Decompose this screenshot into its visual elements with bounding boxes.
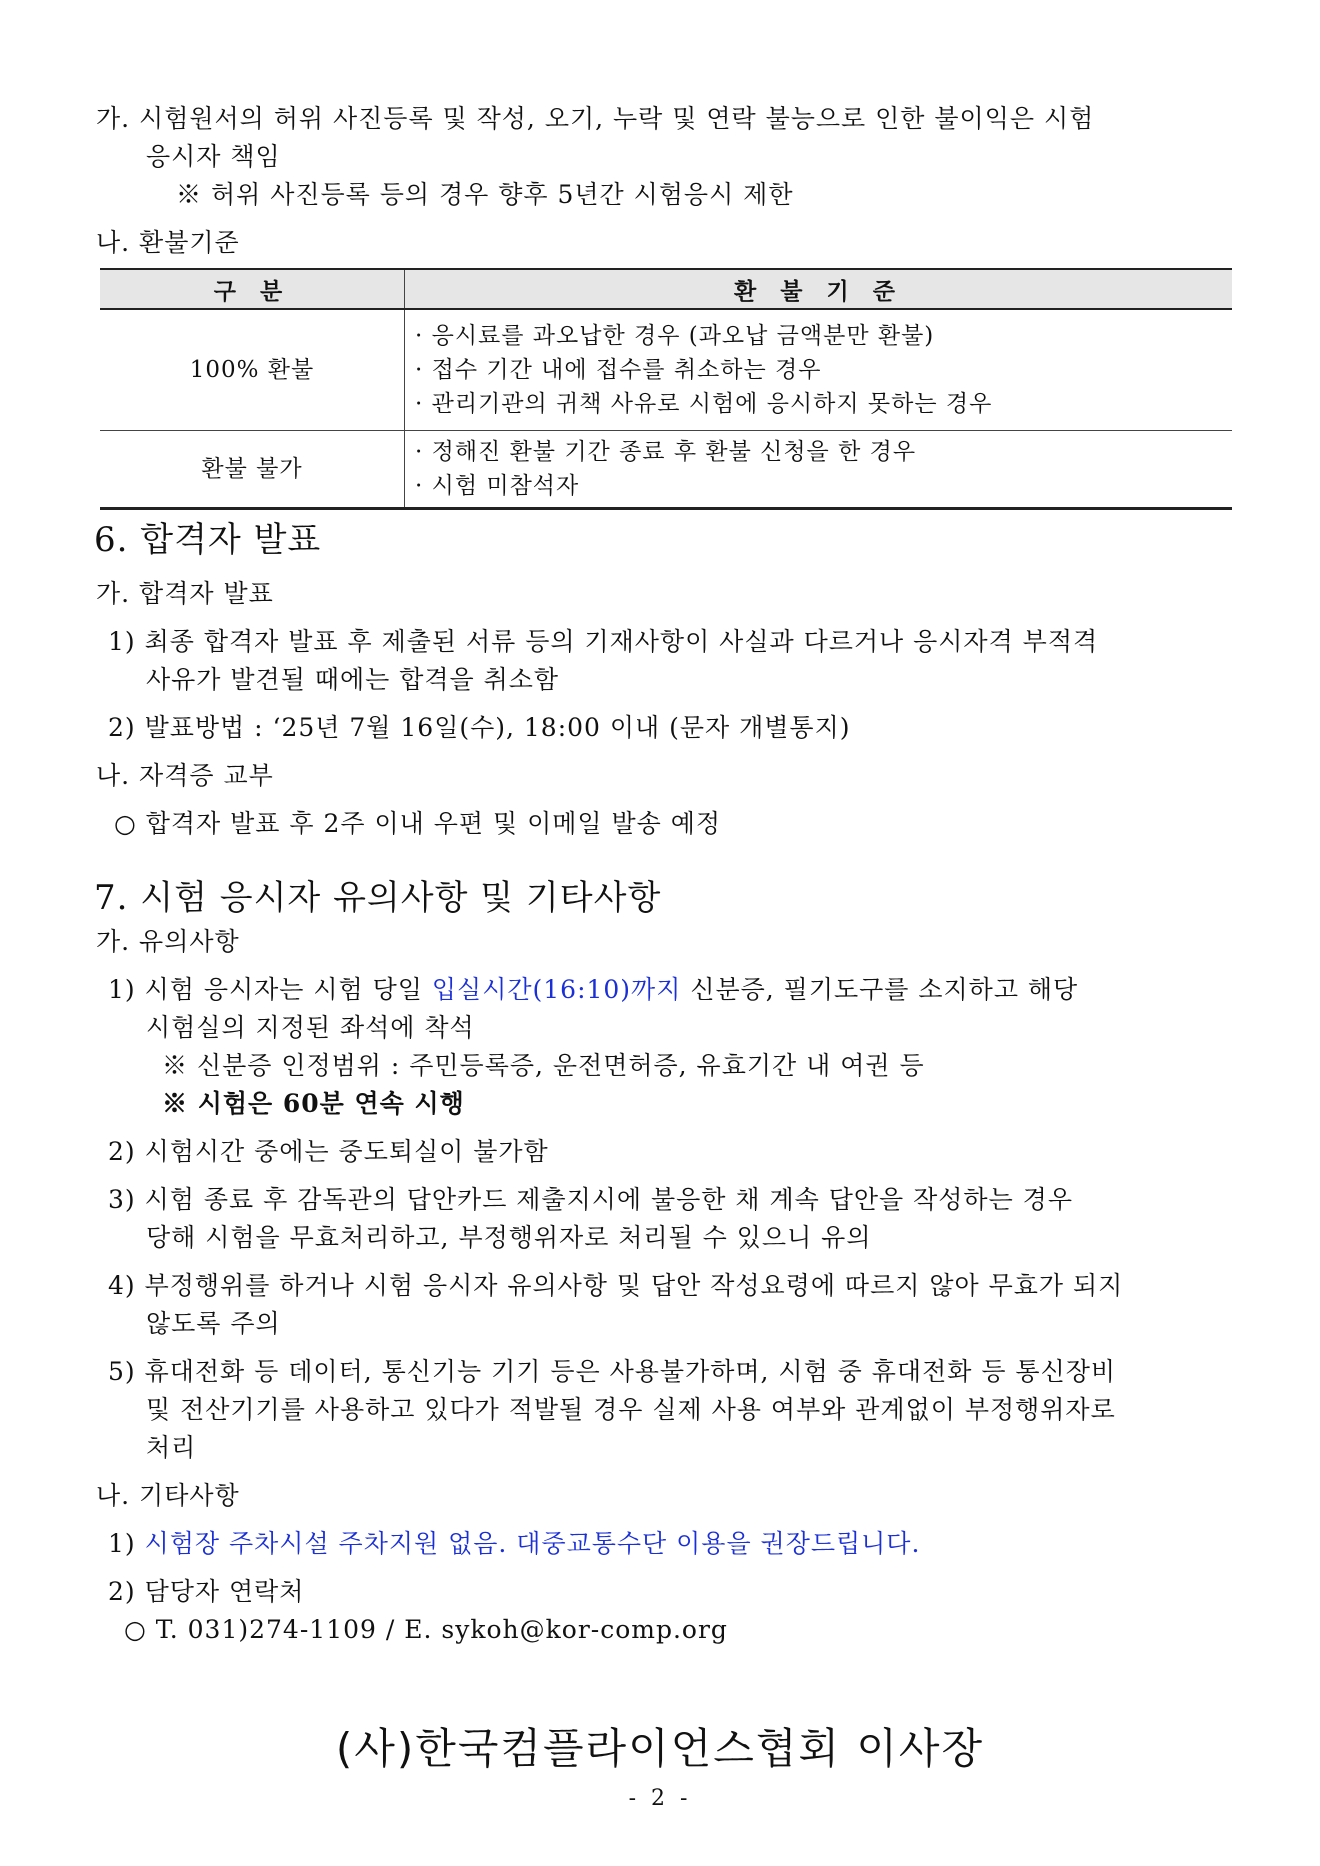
s6-item1-line1: 1) 최종 합격자 발표 후 제출된 서류 등의 기재사항이 사실과 다르거나 응시자격 부적격 <box>108 627 1099 656</box>
s7-etc-item2: 2) 담당자 연락처 <box>108 1577 305 1606</box>
row-criteria <box>405 309 1233 431</box>
issuer-title: (사)한국컴플라이언스협회 이사장 <box>335 1724 985 1773</box>
s7-etc-item1 <box>108 1527 920 1561</box>
s7-item1-pre: 1) 시험 응시자는 시험 당일 <box>108 975 432 1004</box>
s6-item2: 2) 발표방법 : ‘25년 7월 16일(수), 18:00 이내 (문자 개별통지) <box>108 713 851 742</box>
s7-item3-line1: 3) 시험 종료 후 감독관의 답안카드 제출지시에 불응한 채 계속 답안을 작성하는 경우 <box>108 1185 1073 1214</box>
s6-na-label: 나. 자격증 교부 <box>96 761 274 790</box>
table-header-category: 구 분 <box>100 269 405 309</box>
s7-item5-line3: 처리 <box>146 1433 197 1462</box>
s7-item4-line2: 않도록 주의 <box>146 1309 281 1338</box>
s7-item2: 2) 시험시간 중에는 중도퇴실이 불가함 <box>108 1137 549 1166</box>
s7-item1-line1 <box>108 973 1078 1007</box>
s5-na-label: 나. 환불기준 <box>96 228 240 257</box>
section-6-heading: 6. 합격자 발표 <box>94 520 322 560</box>
s7-item4-line1: 4) 부정행위를 하거나 시험 응시자 유의사항 및 답안 작성요령에 따르지 않아 무효가 되지 <box>108 1271 1124 1300</box>
row-criteria <box>405 431 1233 509</box>
s5-ga-line2: 응시자 책임 <box>146 142 281 171</box>
s6-ga-label: 가. 합격자 발표 <box>96 579 274 608</box>
s7-item3-line2: 당해 시험을 무효처리하고, 부정행위자로 처리될 수 있으니 유의 <box>146 1223 872 1252</box>
s7-item1-note1: ※ 신분증 인정범위 : 주민등록증, 운전면허증, 유효기간 내 여권 등 <box>162 1051 925 1080</box>
table-header-criteria: 환 불 기 준 <box>405 269 1233 309</box>
criteria-item: · 응시료를 과오납한 경우 (과오납 금액분만 환불) <box>415 323 935 349</box>
criteria-item: · 시험 미참석자 <box>415 473 580 499</box>
criteria-item: · 관리기관의 귀책 사유로 시험에 응시하지 못하는 경우 <box>415 391 993 417</box>
s5-ga-line1: 가. 시험원서의 허위 사진등록 및 작성, 오기, 누락 및 연락 불능으로 인한 불이익은 시험 <box>96 104 1095 133</box>
s7-item5-line2: 및 전산기기를 사용하고 있다가 적발될 경우 실제 사용 여부와 관계없이 부정행위자로 <box>146 1395 1116 1424</box>
s7-na-label: 나. 기타사항 <box>96 1481 240 1510</box>
parking-notice: 시험장 주차시설 주차지원 없음. 대중교통수단 이용을 권장드립니다. <box>144 1529 921 1558</box>
entry-time-highlight: 입실시간(16:10)까지 <box>431 975 682 1004</box>
s5-ga-note: ※ 허위 사진등록 등의 경우 향후 5년간 시험응시 제한 <box>176 180 794 209</box>
page-number: - 2 - <box>628 1786 692 1811</box>
row-category: 100% 환불 <box>100 309 405 431</box>
row-category: 환불 불가 <box>100 431 405 509</box>
criteria-item: · 접수 기간 내에 접수를 취소하는 경우 <box>415 357 822 383</box>
table-row <box>100 309 1232 431</box>
table-row <box>100 431 1232 509</box>
s6-item1-line2: 사유가 발견될 때에는 합격을 취소함 <box>146 665 560 694</box>
s6-bullet: ○ 합격자 발표 후 2주 이내 우편 및 이메일 발송 예정 <box>114 809 722 838</box>
s7-item1-line2: 시험실의 지정된 좌석에 착석 <box>146 1013 475 1042</box>
s7-item5-line1: 5) 휴대전화 등 데이터, 통신기능 기기 등은 사용불가하며, 시험 중 휴대전화 등 통신장비 <box>108 1357 1117 1386</box>
criteria-item: · 정해진 환불 기간 종료 후 환불 신청을 한 경우 <box>415 439 917 465</box>
s7-etc-item1-num: 1) <box>108 1529 145 1558</box>
s7-item1-post: 신분증, 필기도구를 소지하고 해당 <box>681 975 1079 1004</box>
table-header-row <box>100 269 1232 309</box>
s7-ga-label: 가. 유의사항 <box>96 927 240 956</box>
section-7-heading: 7. 시험 응시자 유의사항 및 기타사항 <box>94 878 662 918</box>
contact-info: ○ T. 031)274-1109 / E. sykoh@kor-comp.org <box>124 1615 728 1644</box>
refund-table <box>100 268 1232 510</box>
s7-item1-note2: ※ 시험은 60분 연속 시행 <box>162 1089 465 1118</box>
